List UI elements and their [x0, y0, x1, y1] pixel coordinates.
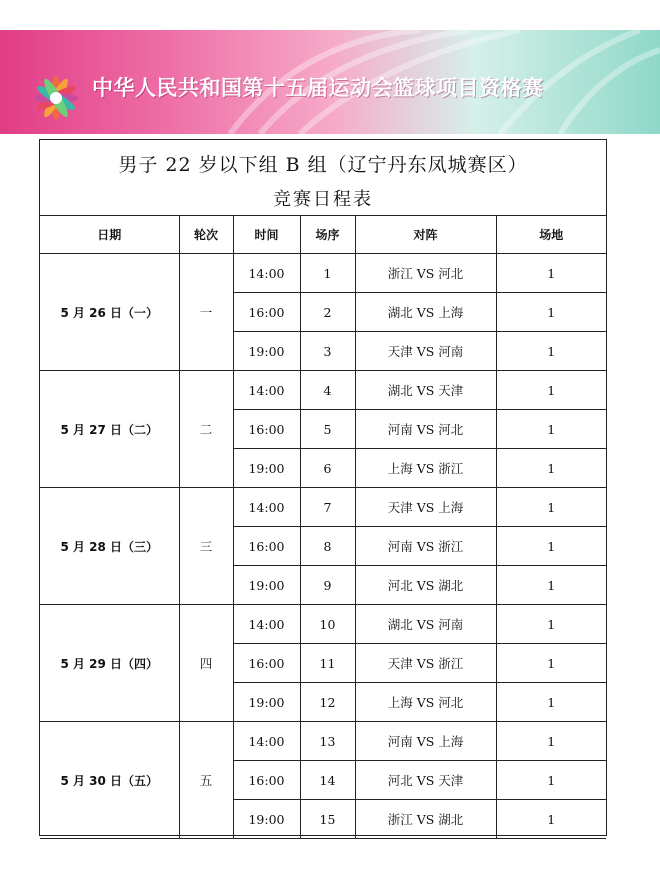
venue-cell: 1	[496, 332, 606, 371]
venue-cell: 1	[496, 410, 606, 449]
matchup-cell: 天津 VS 浙江	[355, 644, 496, 683]
time-cell: 16:00	[233, 293, 300, 332]
matchup-cell: 湖北 VS 河南	[355, 605, 496, 644]
game-number-cell: 3	[300, 332, 355, 371]
matchup-cell: 河南 VS 上海	[355, 722, 496, 761]
col-header-date: 日期	[40, 216, 179, 254]
date-cell: 5 月 27 日（二）	[40, 371, 179, 488]
time-cell: 19:00	[233, 449, 300, 488]
round-cell: 一	[179, 254, 233, 371]
header-banner	[0, 30, 660, 134]
game-number-cell: 11	[300, 644, 355, 683]
schedule-title: 男子 22 岁以下组 B 组（辽宁丹东凤城赛区）	[118, 154, 528, 176]
matchup-cell: 河南 VS 浙江	[355, 527, 496, 566]
venue-cell: 1	[496, 488, 606, 527]
col-header-matchup: 对阵	[355, 216, 496, 254]
time-cell: 19:00	[233, 566, 300, 605]
matchup-cell: 上海 VS 浙江	[355, 449, 496, 488]
time-cell: 16:00	[233, 644, 300, 683]
game-number-cell: 12	[300, 683, 355, 722]
venue-cell: 1	[496, 722, 606, 761]
schedule-header	[40, 140, 606, 216]
game-number-cell: 10	[300, 605, 355, 644]
game-number-cell: 9	[300, 566, 355, 605]
time-cell: 19:00	[233, 332, 300, 371]
game-number-cell: 13	[300, 722, 355, 761]
matchup-cell: 湖北 VS 上海	[355, 293, 496, 332]
matchup-cell: 浙江 VS 河北	[355, 254, 496, 293]
game-number-cell: 5	[300, 410, 355, 449]
round-cell: 四	[179, 605, 233, 722]
matchup-cell: 河南 VS 河北	[355, 410, 496, 449]
matchup-cell: 浙江 VS 湖北	[355, 800, 496, 839]
time-cell: 14:00	[233, 488, 300, 527]
time-cell: 14:00	[233, 605, 300, 644]
time-cell: 14:00	[233, 254, 300, 293]
game-number-cell: 14	[300, 761, 355, 800]
schedule-sheet	[39, 139, 607, 836]
banner-title: 中华人民共和国第十五届运动会篮球项目资格赛	[92, 76, 544, 100]
schedule-table	[40, 216, 606, 839]
col-header-venue: 场地	[496, 216, 606, 254]
table-row	[40, 254, 606, 293]
venue-cell: 1	[496, 293, 606, 332]
matchup-cell: 河北 VS 湖北	[355, 566, 496, 605]
table-header-row	[40, 216, 606, 254]
time-cell: 16:00	[233, 527, 300, 566]
time-cell: 14:00	[233, 722, 300, 761]
round-cell: 五	[179, 722, 233, 839]
venue-cell: 1	[496, 371, 606, 410]
table-row	[40, 371, 606, 410]
game-number-cell: 15	[300, 800, 355, 839]
col-header-round: 轮次	[179, 216, 233, 254]
table-row	[40, 488, 606, 527]
table-row	[40, 722, 606, 761]
time-cell: 19:00	[233, 683, 300, 722]
venue-cell: 1	[496, 566, 606, 605]
matchup-cell: 河北 VS 天津	[355, 761, 496, 800]
game-number-cell: 7	[300, 488, 355, 527]
time-cell: 19:00	[233, 800, 300, 839]
matchup-cell: 上海 VS 河北	[355, 683, 496, 722]
table-row	[40, 605, 606, 644]
matchup-cell: 天津 VS 上海	[355, 488, 496, 527]
game-number-cell: 8	[300, 527, 355, 566]
time-cell: 16:00	[233, 761, 300, 800]
venue-cell: 1	[496, 761, 606, 800]
venue-cell: 1	[496, 800, 606, 839]
col-header-game-no: 场序	[300, 216, 355, 254]
venue-cell: 1	[496, 449, 606, 488]
date-cell: 5 月 29 日（四）	[40, 605, 179, 722]
game-number-cell: 1	[300, 254, 355, 293]
round-cell: 三	[179, 488, 233, 605]
venue-cell: 1	[496, 605, 606, 644]
date-cell: 5 月 28 日（三）	[40, 488, 179, 605]
game-number-cell: 6	[300, 449, 355, 488]
date-cell: 5 月 30 日（五）	[40, 722, 179, 839]
game-number-cell: 2	[300, 293, 355, 332]
time-cell: 16:00	[233, 410, 300, 449]
venue-cell: 1	[496, 644, 606, 683]
game-number-cell: 4	[300, 371, 355, 410]
time-cell: 14:00	[233, 371, 300, 410]
venue-cell: 1	[496, 683, 606, 722]
games-logo-icon	[28, 70, 84, 126]
matchup-cell: 湖北 VS 天津	[355, 371, 496, 410]
schedule-subtitle: 竞赛日程表	[273, 189, 373, 210]
round-cell: 二	[179, 371, 233, 488]
venue-cell: 1	[496, 527, 606, 566]
schedule-body	[40, 254, 606, 839]
venue-cell: 1	[496, 254, 606, 293]
matchup-cell: 天津 VS 河南	[355, 332, 496, 371]
col-header-time: 时间	[233, 216, 300, 254]
date-cell: 5 月 26 日（一）	[40, 254, 179, 371]
